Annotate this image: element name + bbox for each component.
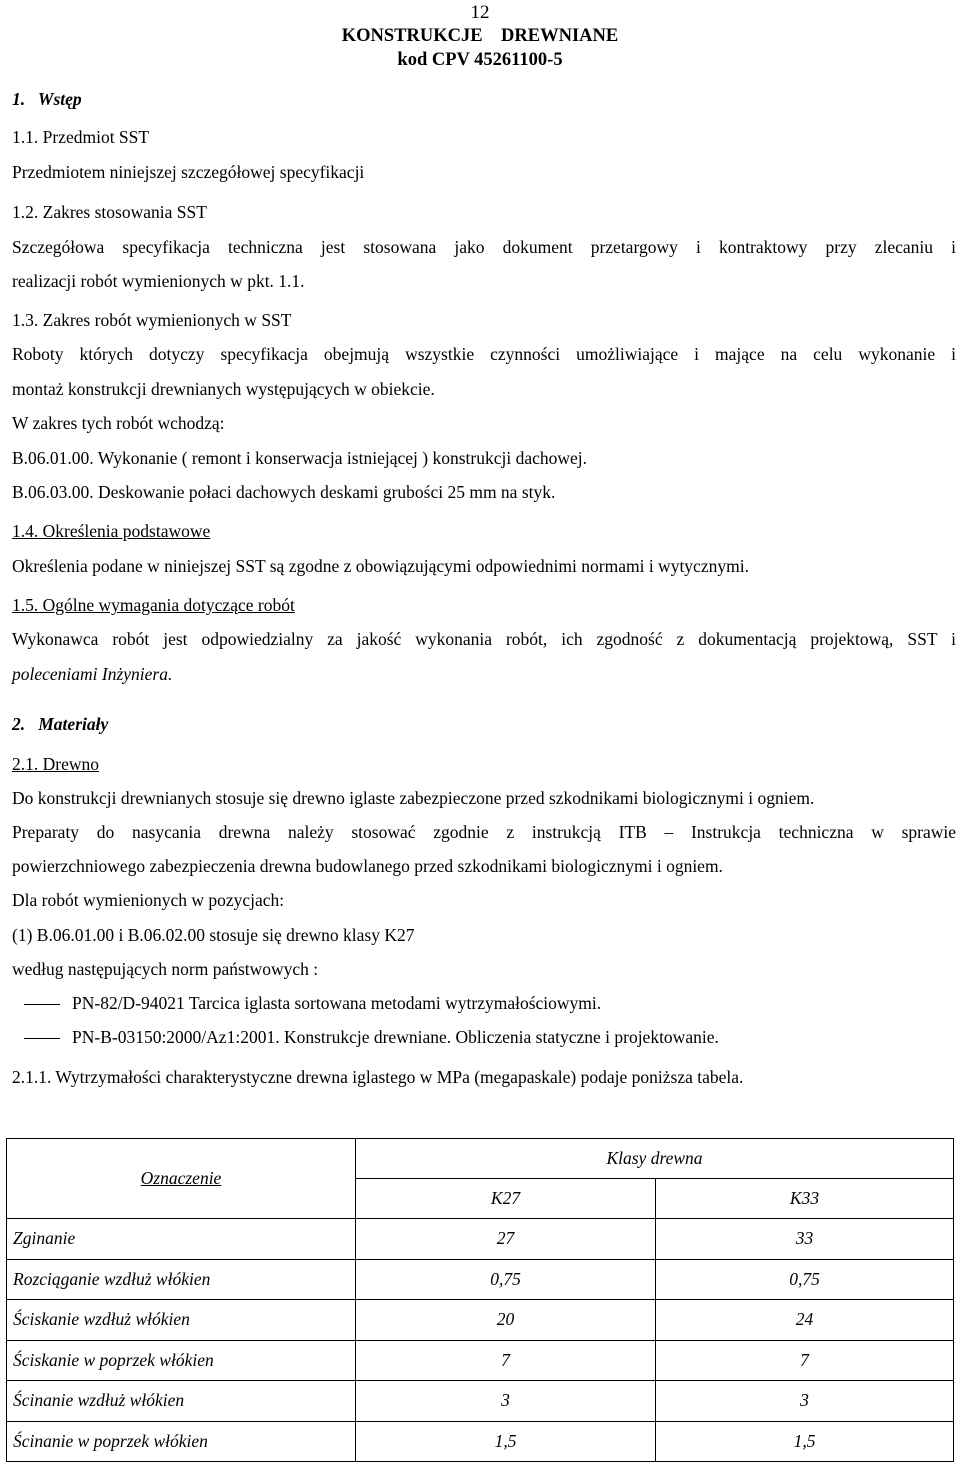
table-header-wood-classes: Klasy drewna (356, 1139, 954, 1179)
section-1-heading: 1. Wstęp (12, 89, 82, 109)
section-1-3-line-1: Roboty których dotyczy specyfikacja obejmują wszystkie czynności umożliwiające i mające na celu wykonanie i (12, 344, 956, 364)
norm-item-2: PN-B-03150:2000/Az1:2001. Konstrukcje drewniane. Obliczenia statyczne i projektowanie. (72, 1027, 719, 1047)
list-dash (24, 1038, 60, 1039)
row-value-k27: 7 (356, 1340, 656, 1381)
table-row (7, 1219, 954, 1260)
norm-item-1: PN-82/D-94021 Tarcica iglasta sortowana metodami wytrzymałościowymi. (72, 993, 602, 1013)
row-label: Ściskanie w poprzek włókien (7, 1340, 356, 1381)
section-1-2-line-1: Szczegółowa specyfikacja techniczna jest stosowana jako dokument przetargowy i kontraktowy przy zlecaniu i (12, 237, 956, 257)
section-1-5-line-1: Wykonawca robót jest odpowiedzialny za jakość wykonania robót, ich zgodność z dokumentacją projektową, SST i (12, 629, 956, 649)
row-label: Ścinanie w poprzek włókien (7, 1421, 356, 1462)
section-2-1-line-6: według następujących norm państwowych : (12, 959, 319, 979)
row-value-k33: 3 (656, 1381, 954, 1422)
row-value-k33: 0,75 (656, 1259, 954, 1300)
table-header-k33: K33 (656, 1179, 954, 1219)
row-value-k27: 3 (356, 1381, 656, 1422)
section-1-1-heading: 1.1. Przedmiot SST (12, 127, 150, 147)
row-label: Rozciąganie wzdłuż włókien (7, 1259, 356, 1300)
table-row (7, 1300, 954, 1341)
section-1-4-text: Określenia podane w niniejszej SST są zgodne z obowiązującymi odpowiednimi normami i wytycznymi. (12, 556, 749, 576)
section-2-1-line-4: Dla robót wymienionych w pozycjach: (12, 890, 285, 910)
section-1-5-heading: 1.5. Ogólne wymagania dotyczące robót (12, 595, 295, 615)
section-2-1-line-3: powierzchniowego zabezpieczenia drewna budowlanego przed szkodnikami biologicznymi i ogniem. (12, 856, 723, 876)
list-dash (24, 1004, 60, 1005)
section-2-1-line-5: (1) B.06.01.00 i B.06.02.00 stosuje się drewno klasy K27 (12, 925, 415, 945)
section-2-heading: 2. Materiały (12, 714, 109, 734)
section-1-3-line-2: montaż konstrukcji drewnianych występujących w obiekcie. (12, 379, 435, 399)
table-row (7, 1381, 954, 1422)
row-value-k33: 1,5 (656, 1421, 954, 1462)
table-header-k27: K27 (356, 1179, 656, 1219)
section-1-4-heading: 1.4. Określenia podstawowe (12, 521, 211, 541)
section-1-1-text: Przedmiotem niniejszej szczegółowej specyfikacji (12, 162, 365, 182)
section-1-5-line-2: poleceniami Inżyniera. (12, 664, 173, 684)
section-1-3-item-1: B.06.01.00. Wykonanie ( remont i konserwacja istniejącej ) konstrukcji dachowej. (12, 448, 587, 468)
row-label: Ścinanie wzdłuż włókien (7, 1381, 356, 1422)
section-2-1-1-text: 2.1.1. Wytrzymałości charakterystyczne drewna iglastego w MPa (megapaskale) podaje poniższa tabela. (12, 1067, 744, 1087)
row-value-k33: 24 (656, 1300, 954, 1341)
row-label: Zginanie (7, 1219, 356, 1260)
section-1-3-item-2: B.06.03.00. Deskowanie połaci dachowych deskami grubości 25 mm na styk. (12, 482, 556, 502)
document-title: KONSTRUKCJE DREWNIANE (341, 26, 619, 46)
row-value-k27: 0,75 (356, 1259, 656, 1300)
row-value-k27: 20 (356, 1300, 656, 1341)
row-label: Ściskanie wzdłuż włókien (7, 1300, 356, 1341)
cpv-code: kod CPV 45261100-5 (397, 50, 563, 70)
section-1-2-heading: 1.2. Zakres stosowania SST (12, 202, 207, 222)
section-1-3-line-3: W zakres tych robót wchodzą: (12, 413, 225, 433)
section-2-1-heading: 2.1. Drewno (12, 754, 99, 774)
section-1-2-line-2: realizacji robót wymienionych w pkt. 1.1. (12, 271, 305, 291)
table-header-designation: Oznaczenie (7, 1139, 356, 1219)
row-value-k27: 27 (356, 1219, 656, 1260)
page-number: 12 (470, 2, 490, 23)
section-1-3-heading: 1.3. Zakres robót wymienionych w SST (12, 310, 292, 330)
table-row (7, 1421, 954, 1462)
table-row (7, 1259, 954, 1300)
row-value-k33: 33 (656, 1219, 954, 1260)
row-value-k27: 1,5 (356, 1421, 656, 1462)
section-2-1-line-1: Do konstrukcji drewnianych stosuje się drewno iglaste zabezpieczone przed szkodnikami biologicznymi i ogniem. (12, 788, 815, 808)
table-row (7, 1340, 954, 1381)
section-2-1-line-2: Preparaty do nasycania drewna należy stosować zgodnie z instrukcją ITB – Instrukcja techniczna w sprawie (12, 822, 956, 842)
row-value-k33: 7 (656, 1340, 954, 1381)
wood-strength-table (6, 1138, 954, 1462)
